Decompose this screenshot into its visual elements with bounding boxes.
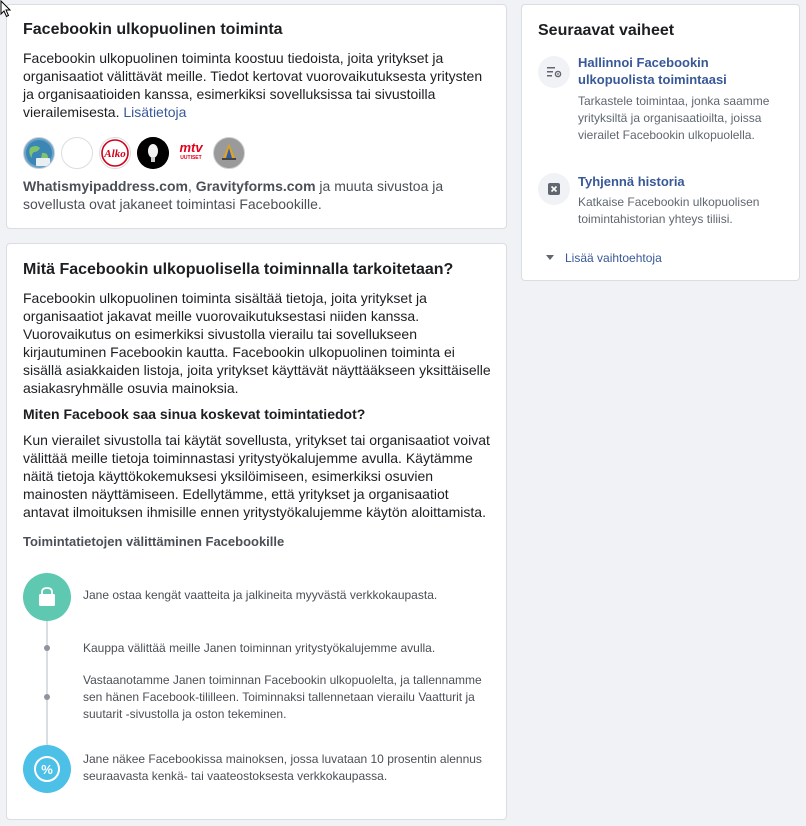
- percent-symbol: %: [34, 756, 60, 782]
- mtv-logo-subtext: UUTISET: [180, 155, 202, 161]
- shared-separator: ,: [187, 178, 196, 194]
- learn-more-link[interactable]: Lisätietoja: [123, 104, 187, 120]
- flow-step-3: Vastaanotamme Janen toiminnan Facebookin ulkopuolelta, ja tallennamme sen hänen Facebook-tililleen. Toiminnaksi tallennetaan vierailu Vaatturit ja suutarit -sivustolla ja oston tekeminen.: [83, 673, 482, 721]
- shared-sites-summary: [23, 177, 463, 213]
- more-options-toggle[interactable]: [546, 251, 662, 265]
- off-facebook-activity-card: [6, 4, 507, 229]
- lightbulb-logo[interactable]: [137, 137, 169, 169]
- flow-title: Toimintatietojen välittäminen Facebookille: [23, 534, 285, 549]
- percent-discount-icon: [23, 745, 71, 793]
- shared-site-2[interactable]: Gravityforms.com: [195, 178, 316, 194]
- flow-step-1: Jane ostaa kengät vaatteita ja jalkineita myyvästä verkkokaupasta.: [83, 588, 438, 602]
- globe-logo[interactable]: [23, 137, 55, 169]
- clear-history-icon[interactable]: [538, 173, 570, 205]
- alko-logo[interactable]: [99, 137, 131, 169]
- explanation-paragraph-2: Kun vierailet sivustolla tai käytät sovellusta, yritykset tai organisaatiot voivat välittää meille tietoja toiminnastasi yritystyökalujemme avulla. Käytämme näitä tietoja käyttökokemuksesi yksilöimiseen, esimerkiksi osuvien mainosten näyttämiseen. Edellytämme, että yritykset ja organisaatiot antavat ilmoituksen ihmisille ennen yritystyökalujemme käytön aloittamista.: [23, 432, 490, 520]
- shopping-bag-icon: [23, 573, 71, 621]
- next-steps-card: [521, 4, 800, 281]
- manage-activity-link[interactable]: Hallinnoi Facebookin ulkopuolista toimintaasi: [578, 55, 727, 87]
- activity-description: [23, 49, 493, 121]
- alko-logo-text: Alko: [104, 148, 126, 160]
- next-steps-title: Seuraavat vaiheet: [538, 22, 675, 39]
- shared-rest-text: ja muuta sivustoa ja sovellusta ovat jakaneet toimintasi Facebookille.: [23, 178, 444, 212]
- campfire-logo[interactable]: [213, 137, 245, 169]
- shared-site-1[interactable]: Whatismyipaddress.com: [23, 178, 188, 194]
- activity-description-text: Facebookin ulkopuolinen toiminta koostuu tiedoista, joita yritykset ja organisaatiot välittävät meille. Tiedot kertovat vuorovaikutuksesta yritysten ja organisaatioiden kanssa, esimerkiksi sovelluksissa tai sivustoilla vierailemisesta.: [23, 50, 483, 120]
- clear-history-link[interactable]: Tyhjennä historia: [578, 174, 685, 189]
- explanation-title: Mitä Facebookin ulkopuolisella toiminnalla tarkoitetaan?: [23, 261, 454, 278]
- explanation-subheading: Miten Facebook saa sinua koskevat toimintatiedot?: [23, 406, 366, 422]
- manage-list-icon[interactable]: [538, 56, 570, 88]
- mouse-cursor-icon: [0, 0, 14, 18]
- flow-step-dot: [44, 694, 50, 700]
- blank-logo[interactable]: [61, 137, 93, 169]
- flow-step-2: Kauppa välittää meille Janen toiminnan yritystyökalujemme avulla.: [83, 641, 436, 655]
- flow-connector-line: [46, 610, 48, 750]
- mtv-logo-text: mtv: [179, 140, 203, 155]
- clear-history-description: Katkaise Facebookin ulkopuolisen toimintahistorian yhteys tiliisi.: [578, 195, 760, 226]
- mtv-uutiset-logo[interactable]: [175, 137, 207, 169]
- more-options-label: Lisää vaihtoehtoja: [565, 251, 662, 265]
- caret-down-icon: [546, 255, 554, 261]
- flow-step-4: Jane näkee Facebookissa mainoksen, jossa luvataan 10 prosentin alennus seuraavasta kenkä- tai vaateostoksesta verkkokaupassa.: [83, 752, 482, 783]
- activity-card-title: Facebookin ulkopuolinen toiminta: [23, 21, 283, 38]
- manage-activity-description: Tarkastele toimintaa, jonka saamme yrityksiltä ja organisaatioilta, joissa vierailet Facebookin ulkopuolella.: [578, 94, 770, 142]
- flow-step-dot: [44, 645, 50, 651]
- activity-explanation-card: [6, 243, 507, 820]
- explanation-paragraph-1: Facebookin ulkopuolinen toiminta sisältää tietoja, joita yritykset ja organisaatiot jakavat meille vuorovaikutuksestasi niiden kanssa. Vuorovaikutus on esimerkiksi sivustolla vierailu tai sovellukseen kirjautuminen Facebookin kautta. Facebookin ulkopuolinen toiminta ei sisällä asiakkaiden listoja, joita yritykset käyttävät näyttääkseen yksittäiselle asiakasryhmälle osuvia mainoksia.: [23, 290, 491, 396]
